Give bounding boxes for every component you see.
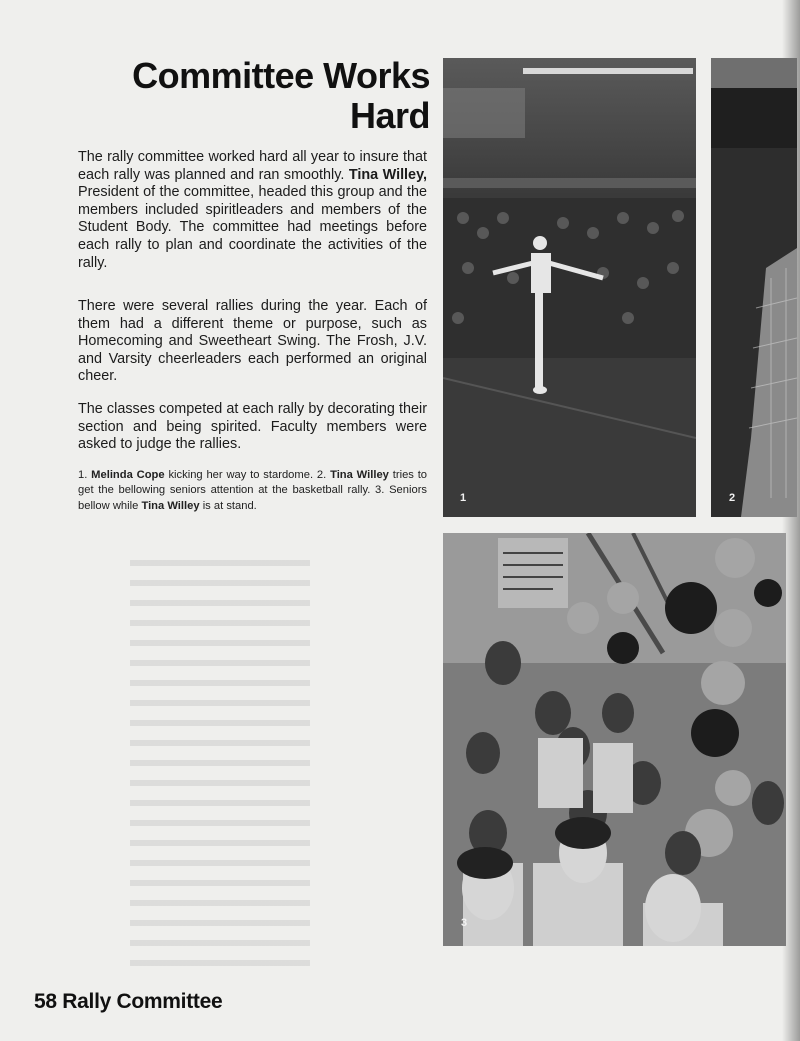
caption-1-num: 1. xyxy=(78,469,88,481)
title-line-1: Committee Works xyxy=(132,55,430,96)
caption-2-text: tries to get the bellowing seniors attention at the basketball rally. xyxy=(78,469,428,497)
caption-3-name: Tina Willey xyxy=(141,499,200,512)
paragraph-2: There were several rallies during the year. Each of them had a different theme or purpose, such as Homecoming and Sweetheart Swing. The Frosh, J.V. and Varsity cheerleaders each performed an original cheer. xyxy=(78,298,427,385)
caption-2-num: 2. xyxy=(316,469,327,481)
photo-tina-willey-partial xyxy=(711,58,797,517)
bleed-through-text xyxy=(130,560,310,980)
caption-3-num: 3. xyxy=(375,484,385,497)
photo-caption xyxy=(78,468,427,514)
paragraph-1-name: Tina Willey, xyxy=(348,166,427,183)
page-footer-label: 58 Rally Committee xyxy=(34,990,223,1013)
paragraph-1 xyxy=(78,149,427,272)
photo-number-3: 3 xyxy=(461,917,468,929)
caption-3-text-b: is at stand. xyxy=(202,499,257,512)
photo-number-1: 1 xyxy=(460,492,467,504)
photo-cheerleader-kick xyxy=(443,58,696,517)
photo-number-2: 2 xyxy=(729,492,736,504)
photo-seniors-balloons xyxy=(443,533,786,946)
caption-1-name: Melinda Cope xyxy=(91,469,165,481)
caption-3-text-a: Seniors bellow while xyxy=(78,484,428,512)
paragraph-1-intro: The rally committee worked hard all year to insure that each rally was planned and ran smoothly. xyxy=(78,149,427,183)
paragraph-3: The classes competed at each rally by decorating their section and being spirited. Faculty members were asked to judge the rallies. xyxy=(78,401,427,453)
article-title xyxy=(70,56,430,136)
paragraph-1-rest: President of the committee, headed this group and the members included spiritleaders and members of the Student Body. The committee had meetings before each rally to plan and coordinate the activities of the rally. xyxy=(78,184,427,271)
caption-2-name: Tina Willey xyxy=(330,469,389,481)
caption-1-text: kicking her way to stardome. xyxy=(168,469,314,481)
title-line-2: Hard xyxy=(349,95,430,136)
